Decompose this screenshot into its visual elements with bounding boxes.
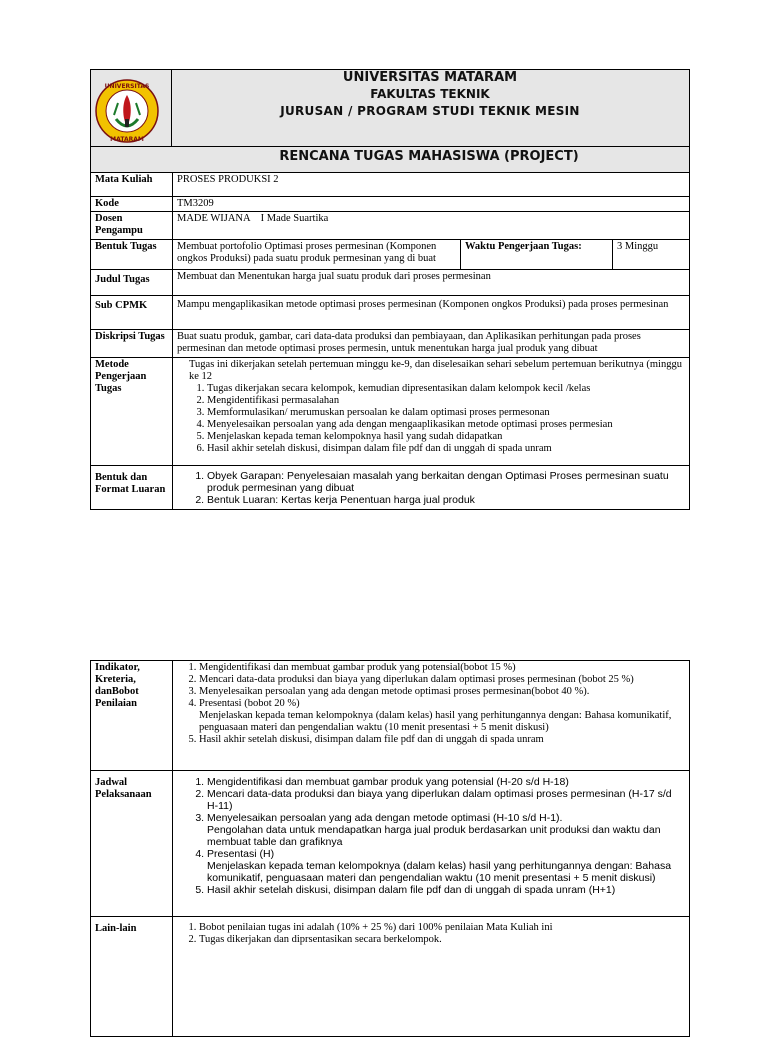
university-name: UNIVERSITAS MATARAM [342,70,518,85]
list-item: 2. Mengidentifikasi permasalahan [207,395,685,407]
label-luaran: Bentuk dan Format Luaran [91,466,173,510]
label-jadwal: Jadwal Pelaksanaan [91,771,173,917]
label-sub-cpmk: Sub CPMK [91,296,173,330]
label-diskripsi: Diskripsi Tugas [91,330,173,358]
list-item: 6. Hasil akhir setelah diskusi, disimpan dalam file pdf dan di unggah di spada unram [207,443,685,455]
label-mata-kuliah: Mata Kuliah [91,173,173,197]
value-mata-kuliah: PROSES PRODUKSI 2 [173,173,690,197]
list-item: 1. Mengidentifikasi dan membuat gambar produk yang potensial(bobot 15 %) [199,662,685,674]
list-item: 1. Mengidentifikasi dan membuat gambar produk yang potensial (H-20 s/d H-18) [207,776,685,788]
list-item: 5. Hasil akhir setelah diskusi, disimpan dalam file pdf dan di unggah di spada unram [199,734,685,746]
value-metode [173,358,690,466]
department-name: JURUSAN / PROGRAM STUDI TEKNIK MESIN [280,104,580,118]
jadwal-item-3: 3. Menyelesaikan persoalan yang ada dengan metode optimasi (H-10 s/d H-1). [207,812,563,824]
label-metode: Metode Pengerjaan Tugas [91,358,173,466]
faculty-name: FAKULTAS TEKNIK [370,87,490,101]
metode-list [177,383,685,455]
list-item: 4. Menyelesaikan persoalan yang ada dengan mengaaplikasikan metode optimasi proses permesian [207,419,685,431]
label-kode: Kode [91,197,173,212]
indikator-list [177,662,685,746]
jadwal-note-3: Pengolahan data untuk mendapatkan harga jual produk berdasarkan unit produksi dan waktu dan membuat table dan grafiknya [207,824,661,848]
document-title: RENCANA TUGAS MAHASISWA (PROJECT) [279,149,579,164]
rtm-table-main [90,69,690,510]
jadwal-item-4: 4. Presentasi (H) [207,848,275,860]
value-dosen [173,212,690,240]
label-waktu: Waktu Pengerjaan Tugas: [461,240,613,270]
metode-intro: Tugas ini dikerjakan setelah pertemuan minggu ke-9, dan diselesaikan sehari sebelum pertemuan berikutnya (minggu ke 12 [189,359,682,382]
list-item [207,848,685,884]
list-item: 1. Bobot penilaian tugas ini adalah (10% + 25 %) dari 100% penilaian Mata Kuliah ini [199,922,685,934]
label-indikator: Indikator, Kreteria, danBobot Penilaian [91,661,173,771]
list-item: 3. Menyelesaikan persoalan yang ada dengan metode optimasi proses permesinan(bobot 40 %). [199,686,685,698]
logo-text-top: UNIVERSITAS [104,83,150,90]
value-bentuk-tugas: Membuat portofolio Optimasi proses permesinan (Komponen ongkos Produksi) pada suatu produk permesinan yang di buat [173,240,461,270]
list-item: 2. Bentuk Luaran: Kertas kerja Penentuan harga jual produk [207,494,685,506]
value-lain [173,917,690,1037]
list-item: 5. Menjelaskan kepada teman kelompoknya hasil yang sudah didapatkan [207,431,685,443]
value-kode: TM3209 [173,197,690,212]
list-item: 1. Obyek Garapan: Penyelesaian masalah yang berkaitan dengan Optimasi Proses permesinan suatu produk permesinan yang dibuat [207,470,685,494]
value-diskripsi: Buat suatu produk, gambar, cari data-data produksi dan pembiayaan, dan Aplikasikan perhitungan pada proses permesinan dan metode optimasi proses permesin, untuk menentukan harga jual produk yang dibuat [173,330,690,358]
label-dosen: Dosen Pengampu [91,212,173,240]
list-item: 2. Mencari data-data produksi dan biaya yang diperlukan dalam optimasi proses permesinan (H-17 s/d H-11) [207,788,685,812]
value-sub-cpmk: Mampu mengaplikasikan metode optimasi proses permesinan (Komponen ongkos Produksi) pada proses permesinan [173,296,690,330]
list-item: 3. Memformulasikan/ merumuskan persoalan ke dalam optimasi proses permesonan [207,407,685,419]
lain-list [177,922,685,946]
list-item: 1. Tugas dikerjakan secara kelompok, kemudian dipresentasikan dalam kelompok kecil /kelas [207,383,685,395]
label-lain: Lain-lain [91,917,173,1037]
indikator-item-4: 4. Presentasi (bobot 20 %) [199,698,300,709]
value-waktu: 3 Minggu [613,240,690,270]
rtm-table-assessment [90,660,690,1037]
luaran-list [177,470,685,506]
university-logo-icon [94,75,160,147]
list-item [199,698,685,734]
list-item: 2. Tugas dikerjakan dan diprsentasikan secara berkelompok. [199,934,685,946]
value-luaran [173,466,690,510]
dosen-name-2: I Made Suartika [260,213,329,224]
header-block [91,70,690,173]
jadwal-note-4: Menjelaskan kepada teman kelompoknya (dalam kelas) hasil yang perhitungannya dengan: Bahasa komunikatif, penguasaan materi dan pengendalian waktu (10 menit presentasi + 5 menit diskusi) [207,860,672,884]
list-item: 2. Mencari data-data produksi dan biaya yang diperlukan dalam optimasi proses permesinan (bobot 25 %) [199,674,685,686]
list-item: 5. Hasil akhir setelah diskusi, disimpan dalam file pdf dan di unggah di spada unram (H+1) [207,884,685,896]
value-jadwal [173,771,690,917]
value-judul-tugas: Membuat dan Menentukan harga jual suatu produk dari proses permesinan [173,270,690,296]
value-indikator [173,661,690,771]
label-judul-tugas: Judul Tugas [91,270,173,296]
dosen-name-1: MADE WIJANA [177,213,251,224]
jadwal-list [177,776,685,896]
indikator-note: Menjelaskan kepada teman kelompoknya (dalam kelas) hasil yang perhitungannya dengan: Bahasa komunikatif, penguasaan materi dan pengendalian waktu (10 menit presentasi + 5 menit diskusi) [199,710,672,733]
list-item [207,812,685,848]
logo-text-bottom: MATARAM [110,136,144,143]
label-bentuk-tugas: Bentuk Tugas [91,240,173,270]
